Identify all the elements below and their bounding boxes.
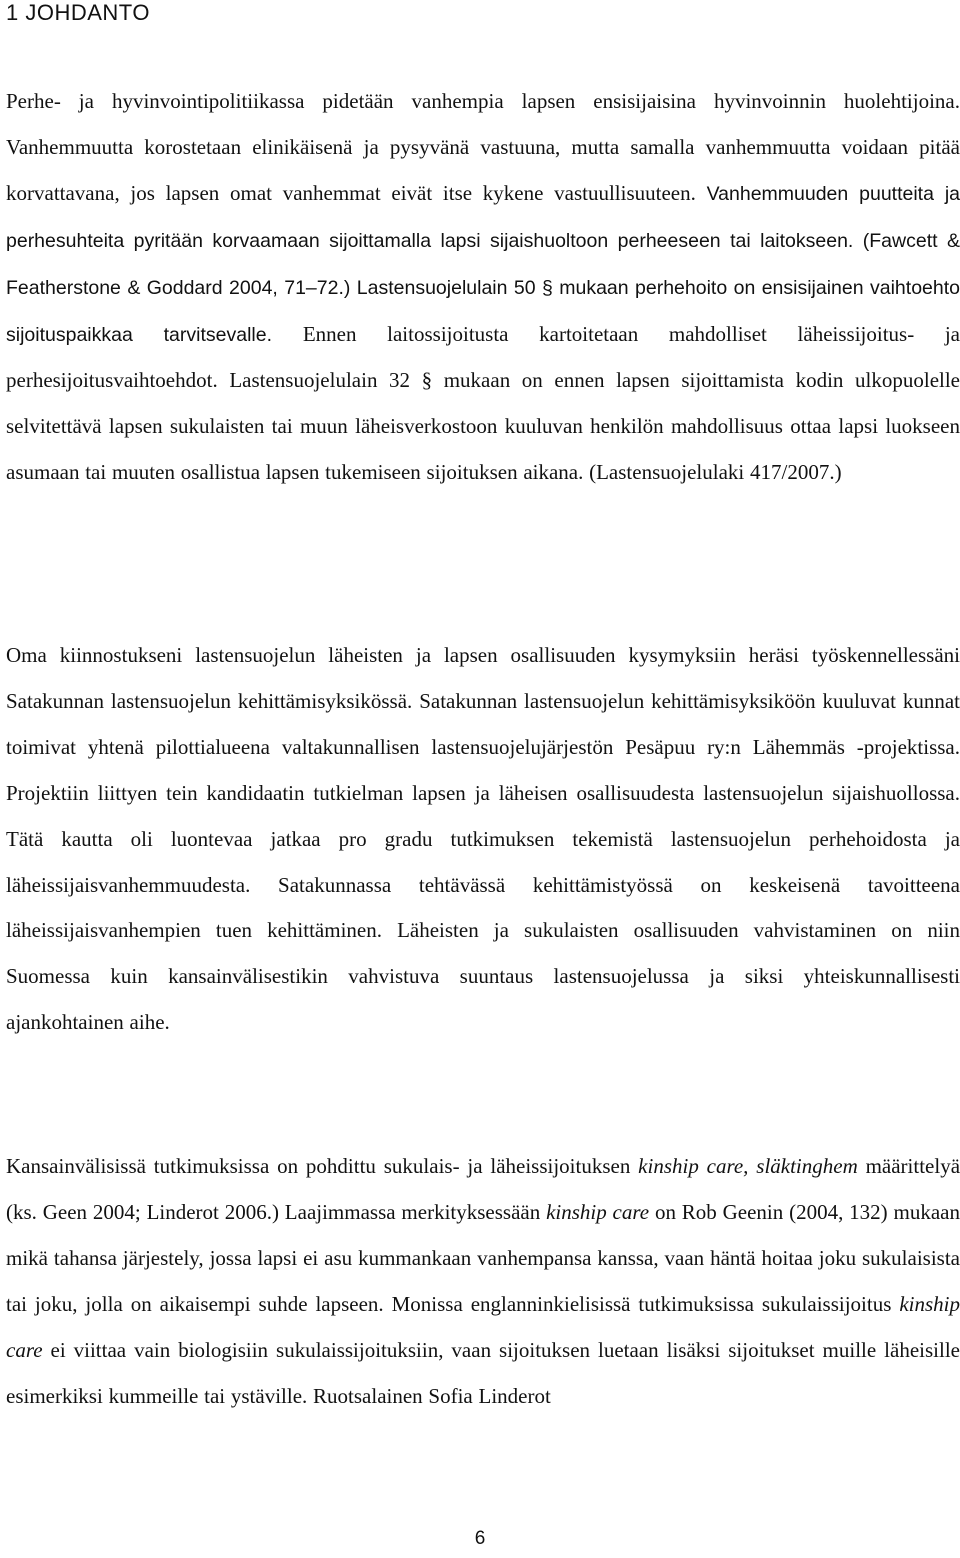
paragraph-2 [6, 633, 960, 1046]
term-kinship-care-3: kinship care [6, 1291, 960, 1362]
paragraph-1-sentence-2: Vanhemmuuden puutteita ja perhesuhteita pyritään korvaamaan sijoittamalla lapsi sijaishuoltoon perheeseen tai laitokseen. (Fawcett & Featherstone & Goddard 2004, 71–72.) Lastensuojelulain 50 § mukaan perhehoito on ensisijainen vaihtoehto sijoituspaikkaa tarvitsevalle. [6, 182, 960, 346]
paragraph-1-sentence-4: Lastensuojelulain 32 § mukaan on ennen lapsen sijoittamista kodin ulkopuolelle selvitettävä lapsen sukulaisten tai muun läheisverkostoon kuuluvan henkilön mahdollisuus ottaa lapsi luokseen asumaan tai muuten osallistua lapsen tukemiseen sijoituksen aikana. (Lastensuojelulaki 417/2007.) [6, 368, 960, 485]
page-number: 6 [474, 1528, 486, 1549]
paragraph-3-text-2: määrittelyä (ks. Geen 2004; Linderot 2006.) Laajimmassa merkityksessään [6, 1154, 960, 1224]
paragraph-3-text-1: Kansainvälisissä tutkimuksissa on pohdittu sukulais- ja läheissijoituksen [6, 1154, 639, 1178]
paragraph-2-text: Oma kiinnostukseni lastensuojelun läheisten ja lapsen osallisuuden kysymyksiin heräsi työskennellessäni Satakunnan lastensuojelun kehittämisyksikössä. Satakunnan lastensuojelun kehittämisyksiköön kuuluvat kunnat toimivat yhtenä pilottialueena valtakunnallisen lastensuojelujärjestön Pesäpuu ry:n Lähemmäs -projektissa. Projektiin liittyen tein kandidaatin tutkielman lapsen ja läheisen osallisuudesta lastensuojelun sijaishuollossa. Tätä kautta oli luontevaa jatkaa pro gradu tutkimuksen tekemistä lastensuojelun perhehoidosta ja läheissijaisvanhemmuudesta. Satakunnassa tehtävässä kehittämistyössä on keskeisenä tavoitteena läheissijaisvanhempien tuen kehittäminen. Läheisten ja sukulaisten osallisuuden vahvistaminen on niin Suomessa kuin kansainvälisestikin vahvistuva suuntaus lastensuojelussa ja siksi yhteiskunnallisesti ajankohtainen aihe. [6, 643, 960, 1035]
paragraph-3-text-4: ei viittaa vain biologisiin sukulaissijoituksiin, vaan sijoituksen luetaan lisäksi sijoitukset muille läheisille esimerkiksi kummeille tai ystäville. Ruotsalainen Sofia Linderot [6, 1337, 960, 1408]
paragraph-3 [6, 1144, 960, 1419]
term-kinship-care: kinship care, [638, 1154, 749, 1178]
paragraph-1-sentence-3: Ennen laitossijoitusta kartoitetaan mahdolliset läheissijoitus- ja perhesijoitusvaihtoehdot. [6, 321, 960, 393]
chapter-heading: 1 JOHDANTO [6, 0, 150, 25]
paragraph-3-text-3: on Rob Geenin (2004, 132) mukaan mikä tahansa järjestely, jossa lapsi ei asu kummankaan vanhempansa kanssa, vaan häntä hoitaa joku sukulaisista tai joku, jolla on aikaisempi suhde lapseen. Monissa englanninkielisissä tutkimuksissa sukulaissijoitus [6, 1199, 960, 1316]
term-slaktinghem: släktinghem [756, 1154, 858, 1178]
paragraph-1-sentence-1: Perhe- ja hyvinvointipolitiikassa pidetään vanhempia lapsen ensisijaisina hyvinvoinnin huolehtijoina. Vanhemmuutta korostetaan elinikäisenä ja pysyvänä vastuuna, mutta samalla vanhemmuutta voidaan pitää korvattavana, jos lapsen omat vanhemmat eivät itse kykene vastuullisuuteen. [6, 89, 960, 205]
term-kinship-care-2: kinship care [546, 1199, 650, 1224]
paragraph-1 [6, 79, 960, 496]
